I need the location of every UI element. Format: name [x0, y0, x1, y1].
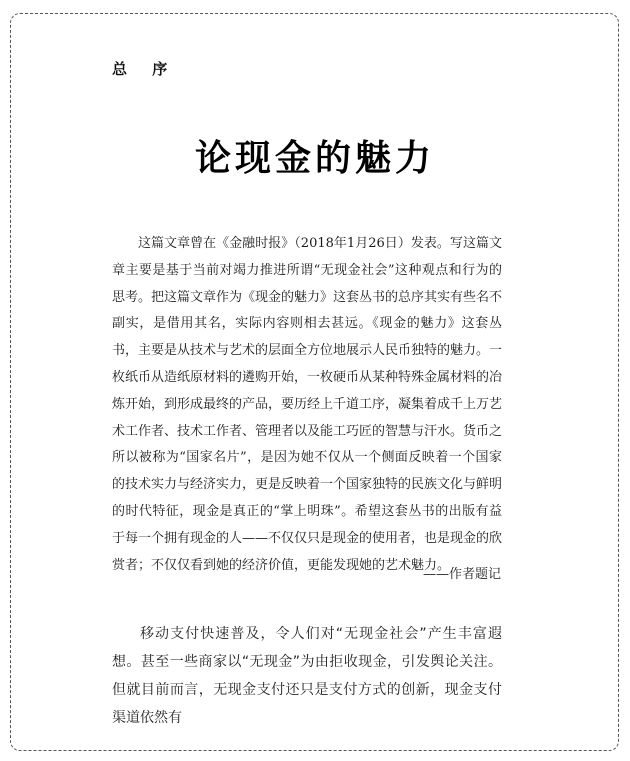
- page-title: 论现金的魅力: [194, 137, 435, 179]
- preface-signature: ——作者题记: [422, 567, 501, 582]
- section-label: 总 序: [112, 60, 178, 78]
- preface-paragraph: 这篇文章曾在《金融时报》（2018年1月26日）发表。写这篇文章主要是基于当前对竭力推进所谓“无现金社会”这种观点和行为的思考。把这篇文章作为《现金的魅力》这套丛书的总序其实有些名不副实，是借用其名，实际内容则相去甚远。《现金的魅力》这套丛书，主要是从技术与艺术的层面全方位地展示人民币独特的魅力。一枚纸币从造纸原材料的遴购开始，一枚硬币从某种特殊金属材料的冶炼开始，到形成最终的产品，要历经上千道工序，凝集着成千上万艺术工作者、技术工作者、管理者以及能工巧匠的智慧与汗水。货币之所以被称为“国家名片”，是因为她不仅从一个侧面反映着一个国家的技术实力与经济实力，更是反映着一个国家独特的民族文化与鲜明的时代特征，现金是真正的“掌上明珠”。希望这套丛书的出版有益于每一个拥有现金的人——不仅仅只是现金的使用者，也是现金的欣赏者；不仅仅看到她的经济价值，更能发现她的艺术魅力。: [112, 236, 503, 573]
- body-paragraph: 移动支付快速普及，令人们对“无现金社会”产生丰富遐想。甚至一些商家以“无现金”为由拒收现金，引发舆论关注。但就目前而言，无现金支付还只是支付方式的创新，现金支付渠道依然有: [112, 626, 502, 726]
